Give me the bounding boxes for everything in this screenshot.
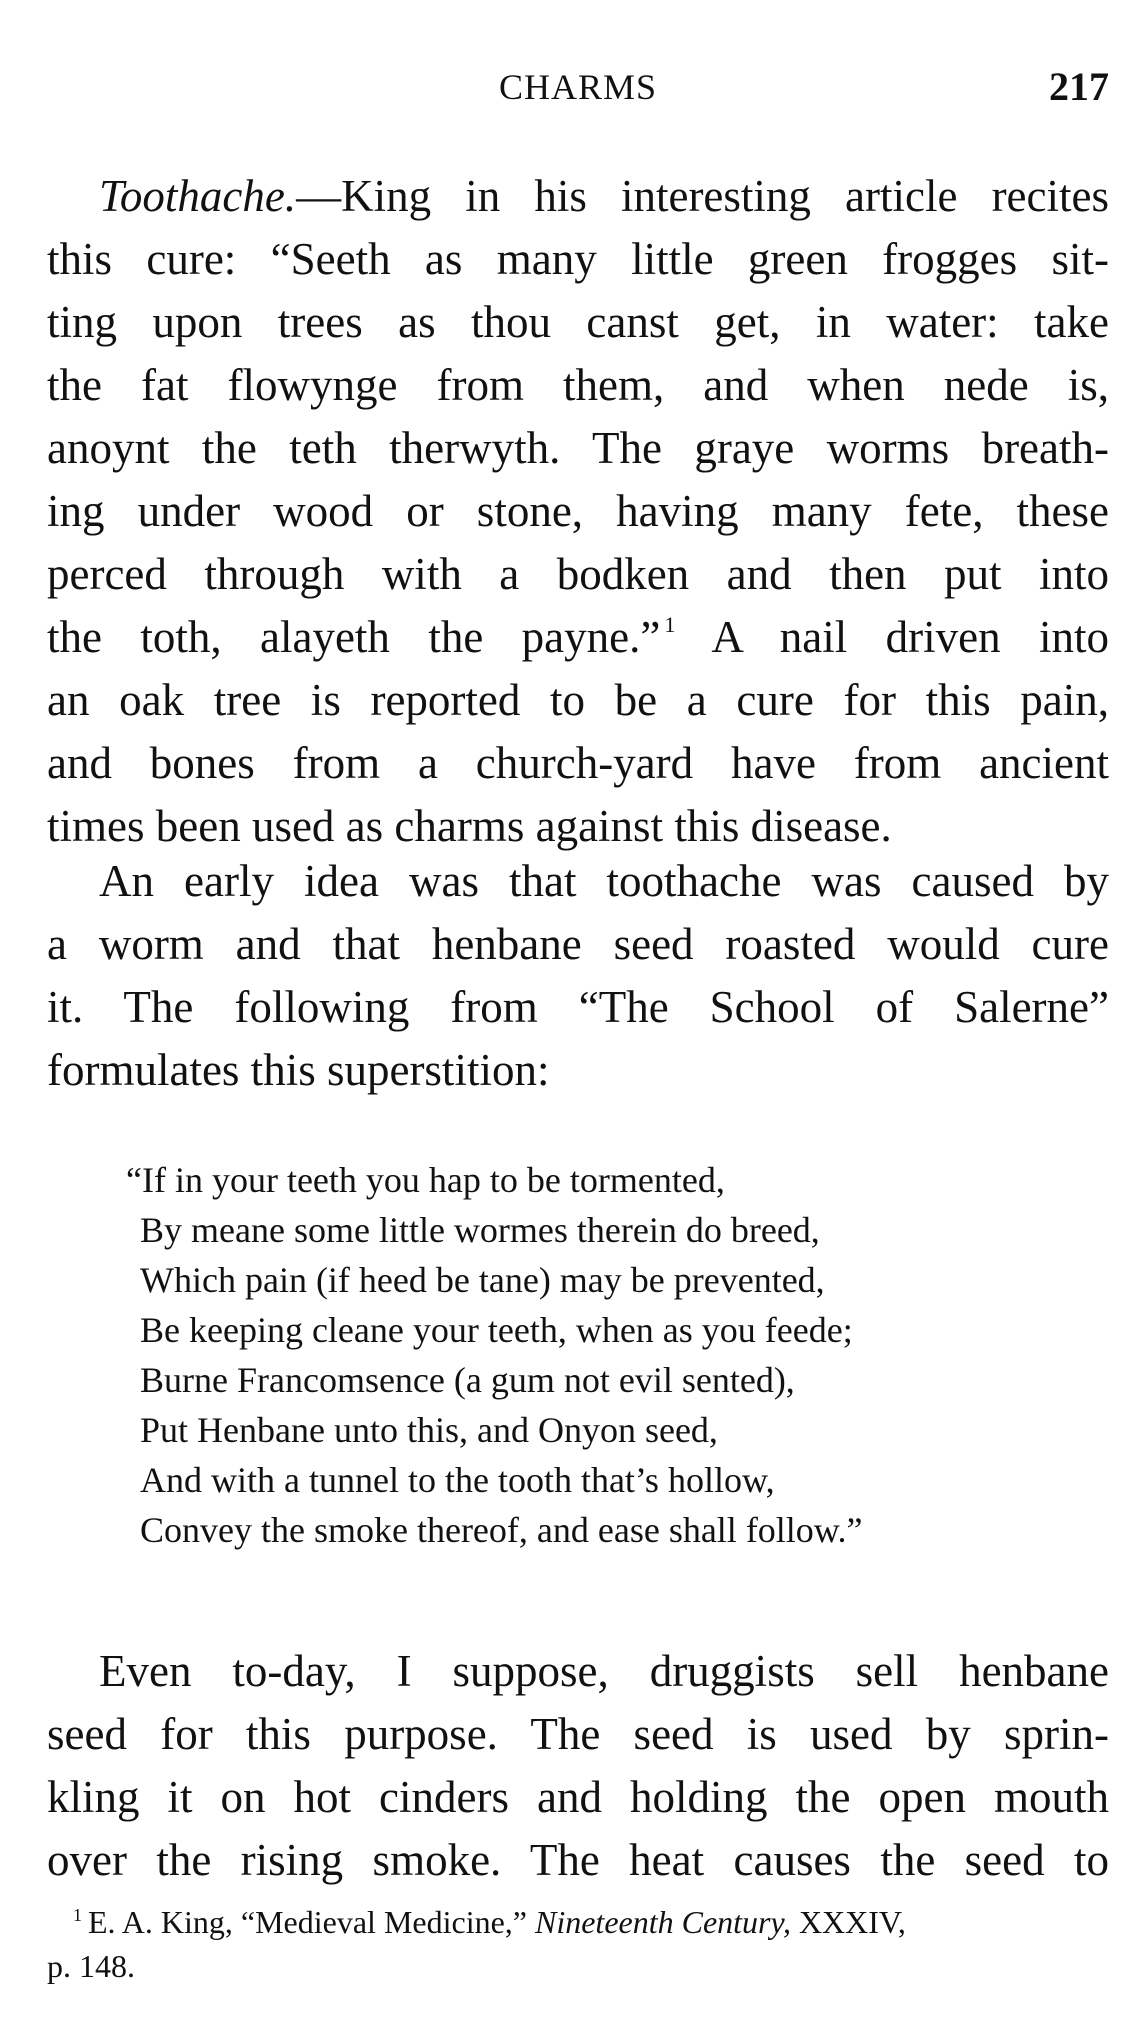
paragraph-line: the fat flowynge from them, and when nede is, (47, 360, 1109, 410)
paragraph-line: times been used as charms against this disease. (47, 801, 892, 851)
paragraph-lead-italic: Toothache. (99, 171, 297, 221)
footnote-marker: 1 (73, 1905, 82, 1925)
verse-line: By meane some little wormes therein do breed, (140, 1210, 820, 1250)
paragraph-line: kling it on hot cinders and holding the open mouth (47, 1772, 1109, 1822)
running-head (47, 62, 1109, 112)
paragraph-line: a worm and that henbane seed roasted would cure (47, 919, 1109, 969)
verse-line: And with a tunnel to the tooth that’s hollow, (140, 1460, 775, 1500)
verse-line: Convey the smoke thereof, and ease shall follow.” (140, 1510, 863, 1550)
paragraph-line: Toothache.—King in his interesting article recites (99, 171, 1109, 221)
paragraph-line: perced through with a bodken and then put into (47, 549, 1109, 599)
footnote-line (47, 1900, 1109, 1944)
paragraph-line: an oak tree is reported to be a cure for this pain, (47, 675, 1109, 725)
verse-line: Which pain (if heed be tane) may be prevented, (140, 1260, 825, 1300)
verse-line: Be keeping cleane your teeth, when as you feede; (140, 1310, 853, 1350)
running-title: CHARMS (498, 67, 658, 107)
verse-line: Put Henbane unto this, and Onyon seed, (140, 1410, 718, 1450)
page-number: 217 (1049, 64, 1109, 109)
verse-quotation (126, 1155, 1040, 1555)
footnote-author: E. A. King, “Medieval Medicine,” (88, 1904, 527, 1940)
paragraph-line: the toth, alayeth the payne.” $^1$ A nail driven into (47, 612, 1109, 662)
paragraph-toothache (47, 165, 1109, 858)
paragraph-line: it. The following from “The School of Salerne” (47, 982, 1109, 1032)
paragraph-line: ing under wood or stone, having many fete, these (47, 486, 1109, 536)
paragraph-line: seed for this purpose. The seed is used by sprin- (47, 1709, 1109, 1759)
footnote-page: p. 148. (47, 1948, 135, 1984)
paragraph-line: formulates this superstition: (47, 1045, 550, 1095)
footnote-reference: 1 (664, 612, 676, 637)
paragraph-early-idea (47, 850, 1109, 1102)
paragraph-even-today (47, 1640, 1109, 1892)
paragraph-line: An early idea was that toothache was caused by (99, 856, 1109, 906)
footnote-volume: XXXIV, (798, 1904, 906, 1940)
footnote-publication: Nineteenth Century, (534, 1904, 791, 1940)
verse-line: “If in your teeth you hap to be tormented, (126, 1160, 725, 1200)
paragraph-line: Even to-day, I suppose, druggists sell henbane (99, 1646, 1109, 1696)
paragraph-line: and bones from a church-yard have from ancient (47, 738, 1109, 788)
footnote (47, 1900, 1109, 1988)
paragraph-line: ting upon trees as thou canst get, in water: take (47, 297, 1109, 347)
paragraph-line: over the rising smoke. The heat causes the seed to (47, 1835, 1109, 1885)
paragraph-line: this cure: “Seeth as many little green frogges sit- (47, 234, 1109, 284)
verse-line: Burne Francomsence (a gum not evil sented), (140, 1360, 795, 1400)
paragraph-line: anoynt the teth therwyth. The graye worms breath- (47, 423, 1109, 473)
